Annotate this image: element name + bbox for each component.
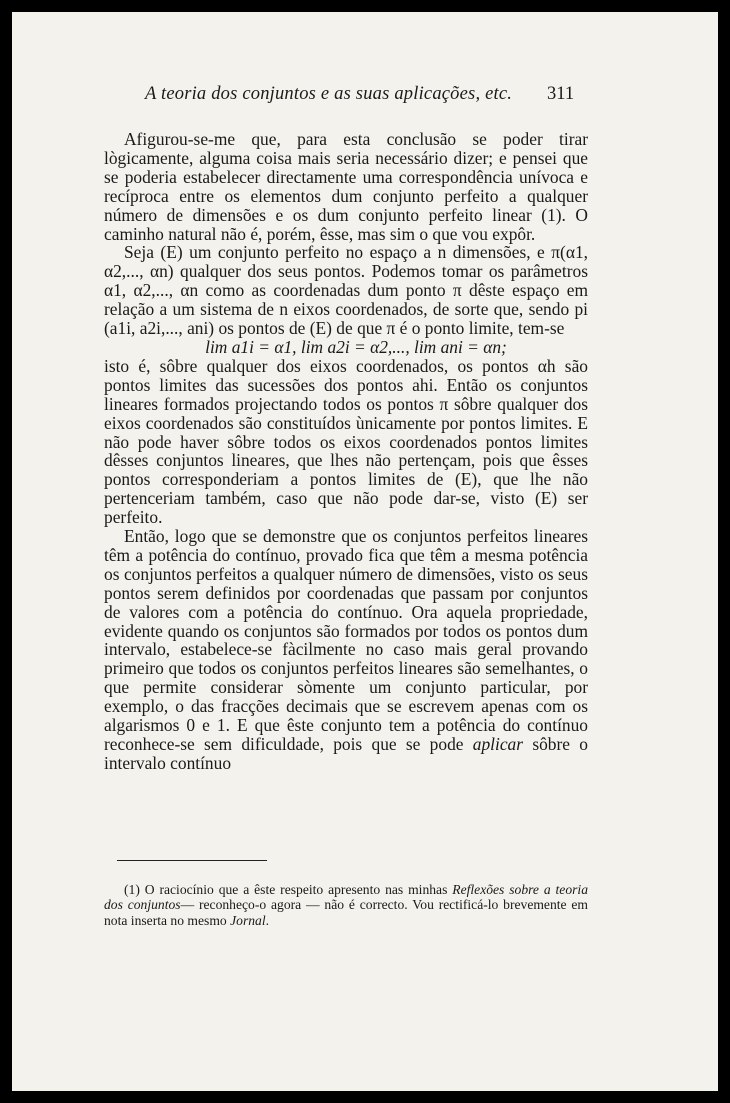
paragraph-1: Afigurou-se-me que, para esta conclusão se poder tirar lògicamente, alguma coisa mais seria necessário dizer; e pensei que se poderia estabelecer directamente uma correspondência unívoca e recíproca entre os elementos dum conjunto perfeito a qualquer número de dimensões e os dum conjunto perfeito linear (1). O caminho natural não é, porém, êsse, mas sim o que vou expôr. — [104, 129, 588, 244]
main-text — [104, 130, 588, 773]
aplicar-emphasis: aplicar — [472, 734, 524, 754]
paragraph-2: Seja (E) um conjunto perfeito no espaço a n dimensões, e π(α1, α2,..., αn) qualquer dos seus pontos. Podemos tomar os parâmetros α1, α2,..., αn como as coordenadas dum ponto π dêste espaço em relação a um sistema de n eixos coordenados, de sorte que, sendo pi (a1i, a2i,..., ani) os pontos de (E) de que π é o ponto limite, tem-se — [104, 242, 588, 339]
footnote-text-2: — reconheço-o agora — não é correcto. Vou rectificá-lo brevemente em nota inserta no mesmo — [104, 897, 588, 928]
paragraph-4-tail: sôbre o intervalo contínuo — [104, 734, 588, 773]
page-number: 311 — [547, 84, 575, 104]
footnote-text-1: (1) O raciocínio que a êste respeito apresento nas minhas — [124, 882, 448, 897]
footnote-title: Reflexões sobre a teoria dos conjuntos — [104, 882, 588, 913]
footnote-divider — [117, 860, 267, 861]
footnote-journal: Jornal — [230, 912, 266, 928]
running-title: A teoria dos conjuntos e as suas aplicações, etc. — [145, 84, 513, 104]
limit-formula: lim a1i = α1, lim a2i = α2,..., lim ani = αn; — [205, 336, 507, 357]
paragraph-4-text: Então, logo que se demonstre que os conjuntos perfeitos lineares têm a potência do contínuo, provado fica que têm a mesma potência os conjuntos perfeitos a qualquer número de dimensões, visto os seus pontos serem definidos por coordenadas que passam por conjuntos de valores com a potência do contínuo. Ora aquela propriedade, evidente quando os conjuntos são formados por todos os pontos dum intervalo, estabelece-se fàcilmente no caso mais geral provando primeiro que todos os conjuntos perfeitos lineares são semelhantes, o que permite considerar sòmente um conjunto particular, por exemplo, o das fracções decimais que se escrevem apenas com os algarismos 0 e 1. E que êste conjunto tem a potência do contínuo reconhece-se sem dificuldade, pois que se pode — [104, 526, 588, 754]
paragraph-3: isto é, sôbre qualquer dos eixos coordenados, os pontos αh são pontos limites das sucessões dos pontos ahi. Então os conjuntos lineares formados projectando todos os pontos π sôbre qualquer dos eixos coordenados são constituídos ùnicamente por pontos limites. E não pode haver sôbre todos os eixos coordenados pontos limites dêsses conjuntos lineares, que lhes não pertençam, pois que êsses pontos corresponderiam a pontos limites de (E), que lhe não pertenceriam também, caso que não pode dar-se, visto (E) ser perfeito. — [104, 355, 588, 528]
book-page — [12, 12, 718, 1091]
paragraph-4 — [104, 527, 588, 773]
footnote — [104, 882, 588, 928]
footnote-text-3: . — [265, 912, 270, 928]
